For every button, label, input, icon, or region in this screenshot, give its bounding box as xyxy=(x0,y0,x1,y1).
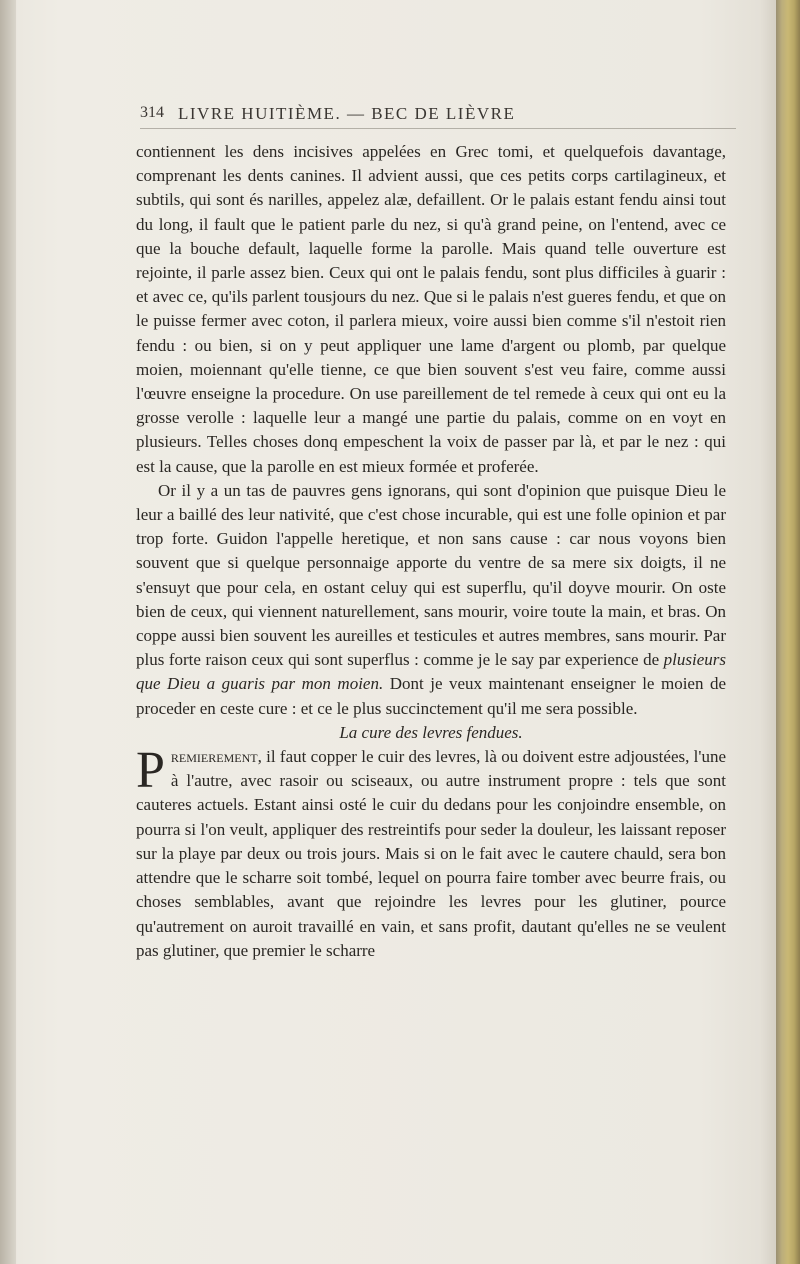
page-number: 314 xyxy=(140,104,164,121)
running-header xyxy=(140,104,738,124)
page-fore-edge xyxy=(776,0,800,1264)
paragraph-3 xyxy=(136,742,726,963)
running-title: LIVRE HUITIÈME. — BEC DE LIÈVRE xyxy=(178,104,516,123)
page-binding-edge xyxy=(0,0,16,1264)
section-title: La cure des levres fendues. xyxy=(339,722,523,742)
body-text xyxy=(136,140,726,963)
paragraph-3-smallcaps: remierement, xyxy=(170,747,262,767)
paragraph-2 xyxy=(136,479,726,721)
paragraph-2-text-a: Or il y a un tas de pauvres gens ignorans, qui sont d'opinion que puisque Dieu le leur a baillé des leur nativité, que c'est chose incurable, qui est une folle opinion et par trop forte. Guidon l'appelle heretique, et non sans cause : car nous voyons bien souvent que si quelque personnaige apporte du ventre de sa mere six doigts, il ne s'ensuyt que pour cela, en ostant celuy qui est superflu, qu'il doyve mourir. On oste bien de ceux, qui viennent naturellement, sans mourir, voire toute la main, et bras. On coppe aussi bien souvent les aureilles et testicules et autres membres, sans mourir. Par plus forte raison ceux qui sont superflus : comme je le say par experience de xyxy=(136,480,726,670)
paragraph-2-italic: plusieurs que Dieu a guaris par mon moien. xyxy=(136,650,726,694)
paragraph-3-text: il faut copper le cuir des levres, là ou doivent estre adjoustées, l'une à l'autre, avec rasoir ou sciseaux, ou autre instrument propre : tels que sont cauteres actuels. Estant ainsi osté le cuir du dedans pour les conjoindre ensemble, on pourra si l'on veult, appliquer des restreintifs pour seder la douleur, les laissant reposer sur la playe par deux ou trois jours. Mais si on le fait avec le cautere chauld, sera bon attendre que le scharre soit tombé, lequel on pourra faire tomber avec beurre frais, ou choses semblables, avant que rejoindre les levres pour les glutiner, pource qu'autrement on auroit travaillé en vain, et sans profit, dautant qu'elles ne se veulent pas glutiner, que premier le scharre xyxy=(136,747,726,960)
paragraph-1: contiennent les dens incisives appelées en Grec tomi, et quelquefois davantage, comprenant les dents canines. Il advient aussi, que ces petits corps cartilagineux, et subtils, qui sont és narilles, appelez alæ, defaillent. Or le palais estant fendu ainsi tout du long, il fault que le patient parle du nez, si qu'à grand peine, on l'entend, avec ce que la bouche default, laquelle forme la parolle. Mais quand telle ouverture est rejointe, il parle assez bien. Ceux qui ont le palais fendu, sont plus difficiles à guarir : et avec ce, qu'ils parlent tousjours du nez. Que si le palais n'est gueres fendu, et que on le puisse fermer avec coton, il parlera mieux, voire aussi bien comme s'il n'estoit rien fendu : ou bien, si on y peut appliquer une lame d'argent ou plomb, par quelque moien, moiennant qu'elle tienne, ce que bien souvent s'est veu faire, comme aussi l'œuvre enseigne la procedure. On use pareillement de tel remede à ceux qui ont eu la grosse verolle : laquelle leur a mangé une partie du palais, comme on en voyt en plusieurs. Telles choses donq empeschent la voix de passer par là, et par le nez : qui est la cause, que la parolle en est mieux formée et proferée. xyxy=(136,142,726,476)
paragraph-2-text-b: Dont je veux maintenant enseigner le moien de proceder en ceste cure : et ce le plus succinctement qu'il me sera possible. xyxy=(136,674,727,718)
header-rule xyxy=(140,128,736,129)
drop-cap: P xyxy=(136,742,165,800)
